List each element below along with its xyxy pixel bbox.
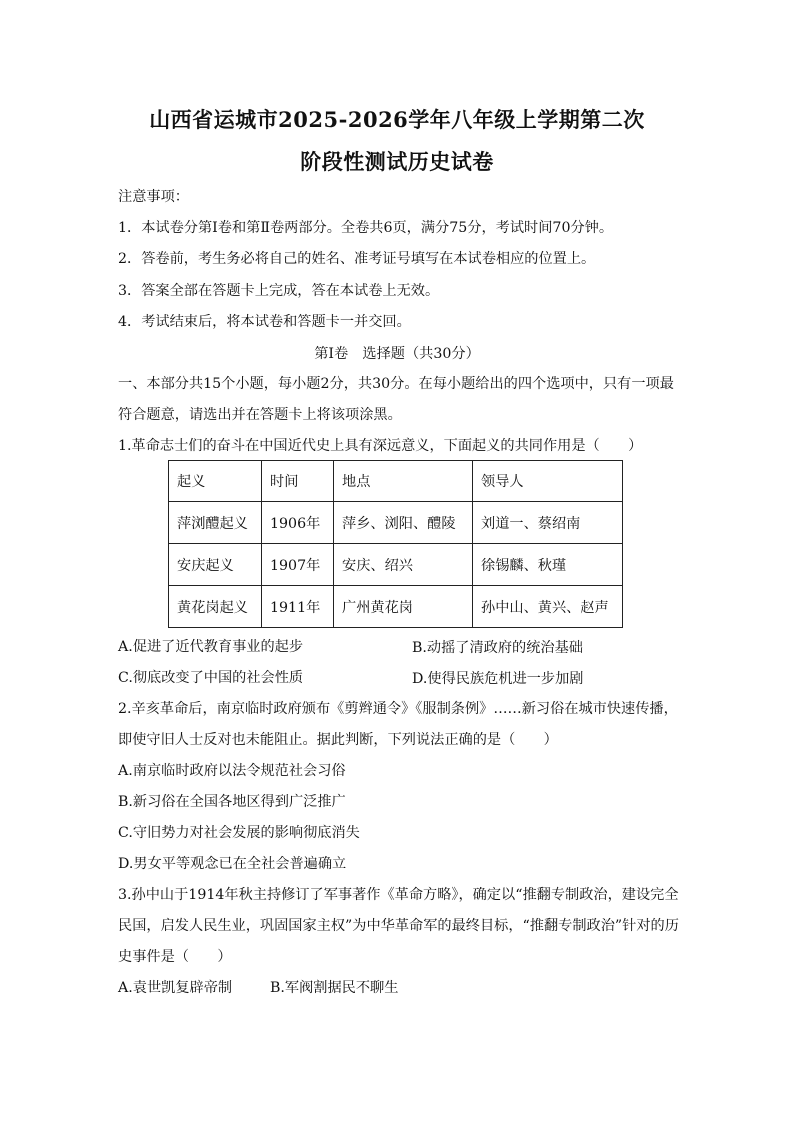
table-cell: 徐锡麟、秋瑾	[473, 544, 623, 586]
q2-option-b: B.新习俗在全国各地区得到广泛推广	[118, 794, 346, 810]
doc-title-line-1: 山西省运城市2025-2026学年八年级上学期第二次	[149, 107, 645, 132]
table-cell: 广州黄花岗	[334, 586, 473, 628]
q2-stem-line-2: 即使守旧人士反对也未能阻止。据此判断，下列说法正确的是（ ）	[118, 732, 558, 748]
table-row	[169, 544, 623, 586]
q3-option-a: A.袁世凯复辟帝制	[118, 980, 233, 996]
table-header-row	[169, 461, 623, 502]
q3-stem-line-1: 3.孙中山于1914年秋主持修订了军事著作《革命方略》，确定以“推翻专制政治，建设完全	[118, 887, 679, 903]
q2-option-d: D.男女平等观念已在全社会普遍确立	[118, 856, 347, 872]
table-row	[169, 502, 623, 544]
table-cell: 1911年	[262, 586, 334, 628]
q2-stem-line-1: 2.辛亥革命后，南京临时政府颁布《剪辫通令》《服制条例》……新习俗在城市快速传播，	[118, 701, 678, 717]
section-instruction-line-1: 一、本部分共15个小题，每小题2分，共30分。在每小题给出的四个选项中，只有一项最	[118, 376, 674, 392]
q1-option-b: B.动摇了清政府的统治基础	[412, 640, 583, 656]
table-row	[169, 586, 623, 628]
q2-option-a: A.南京临时政府以法令规范社会习俗	[118, 763, 346, 779]
notice-item-3: 3．答案全部在答题卡上完成，答在本试卷上无效。	[118, 283, 440, 299]
table-cell: 孙中山、黄兴、赵声	[473, 586, 623, 628]
table-cell: 安庆、绍兴	[334, 544, 473, 586]
q1-option-a: A.促进了近代教育事业的起步	[118, 639, 304, 655]
doc-title-line-2: 阶段性测试历史试卷	[300, 149, 494, 174]
table-header-cell: 地点	[334, 461, 473, 502]
table-cell: 1907年	[262, 544, 334, 586]
q1-option-c: C.彻底改变了中国的社会性质	[118, 670, 304, 686]
table-cell: 安庆起义	[169, 544, 262, 586]
table-header-cell: 起义	[169, 461, 262, 502]
notice-heading: 注意事项：	[118, 189, 189, 205]
q1-stem: 1.革命志士们的奋斗在中国近代史上具有深远意义，下面起义的共同作用是（ ）	[118, 438, 643, 454]
section-heading: 第Ⅰ卷 选择题（共30分）	[314, 346, 480, 362]
table-cell: 萍乡、浏阳、醴陵	[334, 502, 473, 544]
section-instruction-line-2: 符合题意，请选出并在答题卡上将该项涂黑。	[118, 407, 402, 423]
q3-stem-line-2: 民国，启发人民生业，巩固国家主权”为中华革命军的最终目标，“推翻专制政治”针对的历	[118, 918, 679, 934]
notice-item-4: 4．考试结束后，将本试卷和答题卡一并交回。	[118, 314, 411, 330]
table-cell: 1906年	[262, 502, 334, 544]
q1-option-d: D.使得民族危机进一步加剧	[412, 671, 584, 687]
table-header-cell: 时间	[262, 461, 334, 502]
q3-stem-line-3: 史事件是（ ）	[118, 949, 232, 965]
table-cell: 萍浏醴起义	[169, 502, 262, 544]
table-cell: 黄花岗起义	[169, 586, 262, 628]
q2-option-c: C.守旧势力对社会发展的影响彻底消失	[118, 825, 360, 841]
q3-option-b: B.军阀割据民不聊生	[270, 980, 399, 996]
table-header-cell: 领导人	[473, 461, 623, 502]
notice-item-1: 1．本试卷分第Ⅰ卷和第Ⅱ卷两部分。全卷共6页，满分75分，考试时间70分钟。	[118, 220, 614, 236]
q1-uprisings-table	[168, 460, 623, 628]
notice-item-2: 2．答卷前，考生务必将自己的姓名、准考证号填写在本试卷相应的位置上。	[118, 251, 596, 267]
table-cell: 刘道一、蔡绍南	[473, 502, 623, 544]
